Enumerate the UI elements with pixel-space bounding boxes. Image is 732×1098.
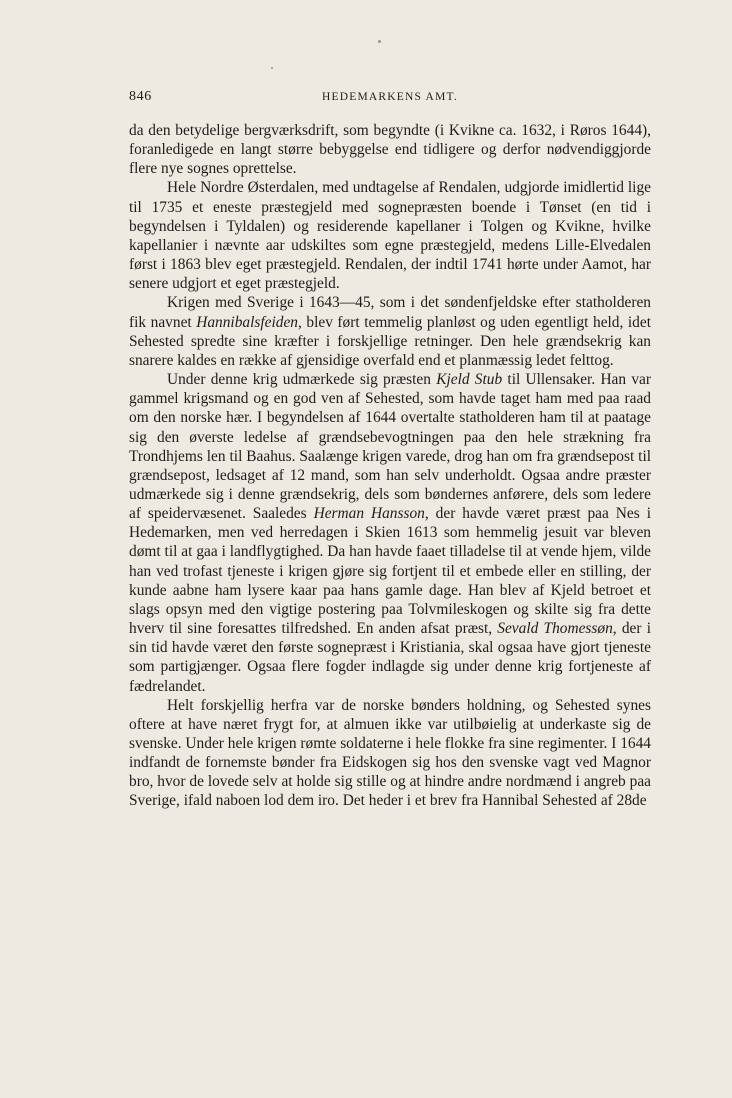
paragraph — [129, 696, 651, 811]
running-title: HEDEMARKENS AMT. — [322, 91, 458, 103]
print-speck — [271, 67, 273, 69]
paragraph — [129, 293, 651, 370]
italic-name: Kjeld Stub — [436, 371, 503, 389]
paragraph — [129, 121, 651, 178]
italic-name: Sevald Thomessøn — [497, 620, 613, 638]
text-run: , der i sin tid havde været den første sognepræst i Kristiania, skal ogsaa have gjort tjeneste som partigjænger. Ogsaa flere fogder indlagde sig under denne krig fortjeneste af fædrelandet. — [129, 620, 651, 695]
text-run: Krigen med Sverige i 1643—45, som i det søndenfjeldske efter statholderen fik navnet — [129, 294, 651, 331]
italic-term: Hannibalsfeiden — [196, 313, 298, 331]
paragraph — [129, 178, 651, 293]
body-text — [129, 121, 651, 811]
italic-name: Herman Hansson — [313, 505, 425, 523]
text-run: til Ullensaker. Han var gammel krigsmand og en god ven af Sehested, som havde taget ham med paa raad om den norske hær. I begyndelsen af 1644 overtalte statholderen ham til at paatage sig den øverste ledelse af grændsebevogtningen paa den hele strækning fra Trondhjems len til Baahus. Saalænge krigen varede, drog han om fra grændsepost til grændsepost, ledsaget af 12 mand, som han selv underholdt. Ogsaa andre præster udmærkede sig i denne grændsekrig, dels som bøndernes anførere, dels som ledere af speidervæsenet. Saaledes — [129, 371, 651, 523]
page-number: 846 — [129, 89, 152, 104]
text-run: Under denne krig udmærkede sig præsten — [167, 371, 437, 389]
text-run: Helt forskjellig herfra var de norske bønders holdning, og Sehested synes oftere at have næret frygt for, at almuen ikke var utilbøielig at underkaste sig de svenske. Under hele krigen rømte soldaterne i hele flokke fra sine regimenter. I 1644 indfandt de fornemste bønder fra Eidskogen sig hos den svenske vagt ved Magnor bro, hvor de lovede selv at holde sig stille og at hindre andre nordmænd i angreb paa Sverige, ifald naboen lod dem iro. Det heder i et brev fra Hannibal Sehested af 28de — [129, 696, 651, 810]
text-run: , der havde været præst paa Nes i Hedemarken, men ved herredagen i Skien 1613 som hemmelig jesuit var bleven dømt til at gaa i landflygtighed. Da han havde faaet tilladelse til at vende hjem, vilde han ved trofast tjeneste i krigen gjøre sig fortjent til et embede eller en stilling, der kunde aabne ham lysere kaar paa hans gamle dage. Han blev af Kjeld betroet et slags opsyn med den vigtige postering paa Tolvmileskogen og skilte sig fra dette hverv til sine foresattes tilfredshed. En anden afsat præst, — [129, 505, 651, 638]
print-speck — [378, 40, 381, 43]
text-run: , blev ført temmelig planløst og uden egentligt held, idet Sehested spredte sine kræfter i forskjellige retninger. Den hele grændsekrig kan snarere kaldes en række af gjensidige overfald end et planmæssig ledet felttog. — [129, 313, 651, 369]
page-header — [129, 89, 651, 109]
text-run: da den betydelige bergværksdrift, som begyndte (i Kvikne ca. 1632, i Røros 1644), foranledigede en langt større bebyggelse end tidligere og derfor nødvendiggjorde flere nye sognes oprettelse. — [129, 122, 651, 178]
text-run: Hele Nordre Østerdalen, med undtagelse af Rendalen, udgjorde imidlertid lige til 1735 et eneste præstegjeld med sognepræsten boende i Tønset (en tid i begyndelsen i Tyldalen) og residerende kapellaner i Tolgen og Kvikne, hvilke kapellanier i nævnte aar udskiltes som egne præstegjeld, medens Lille-Elvedalen først i 1863 blev eget præstegjeld. Rendalen, der indtil 1741 hørte under Aamot, har senere udgjort et eget præstegjeld. — [129, 179, 651, 293]
paragraph — [129, 370, 651, 696]
